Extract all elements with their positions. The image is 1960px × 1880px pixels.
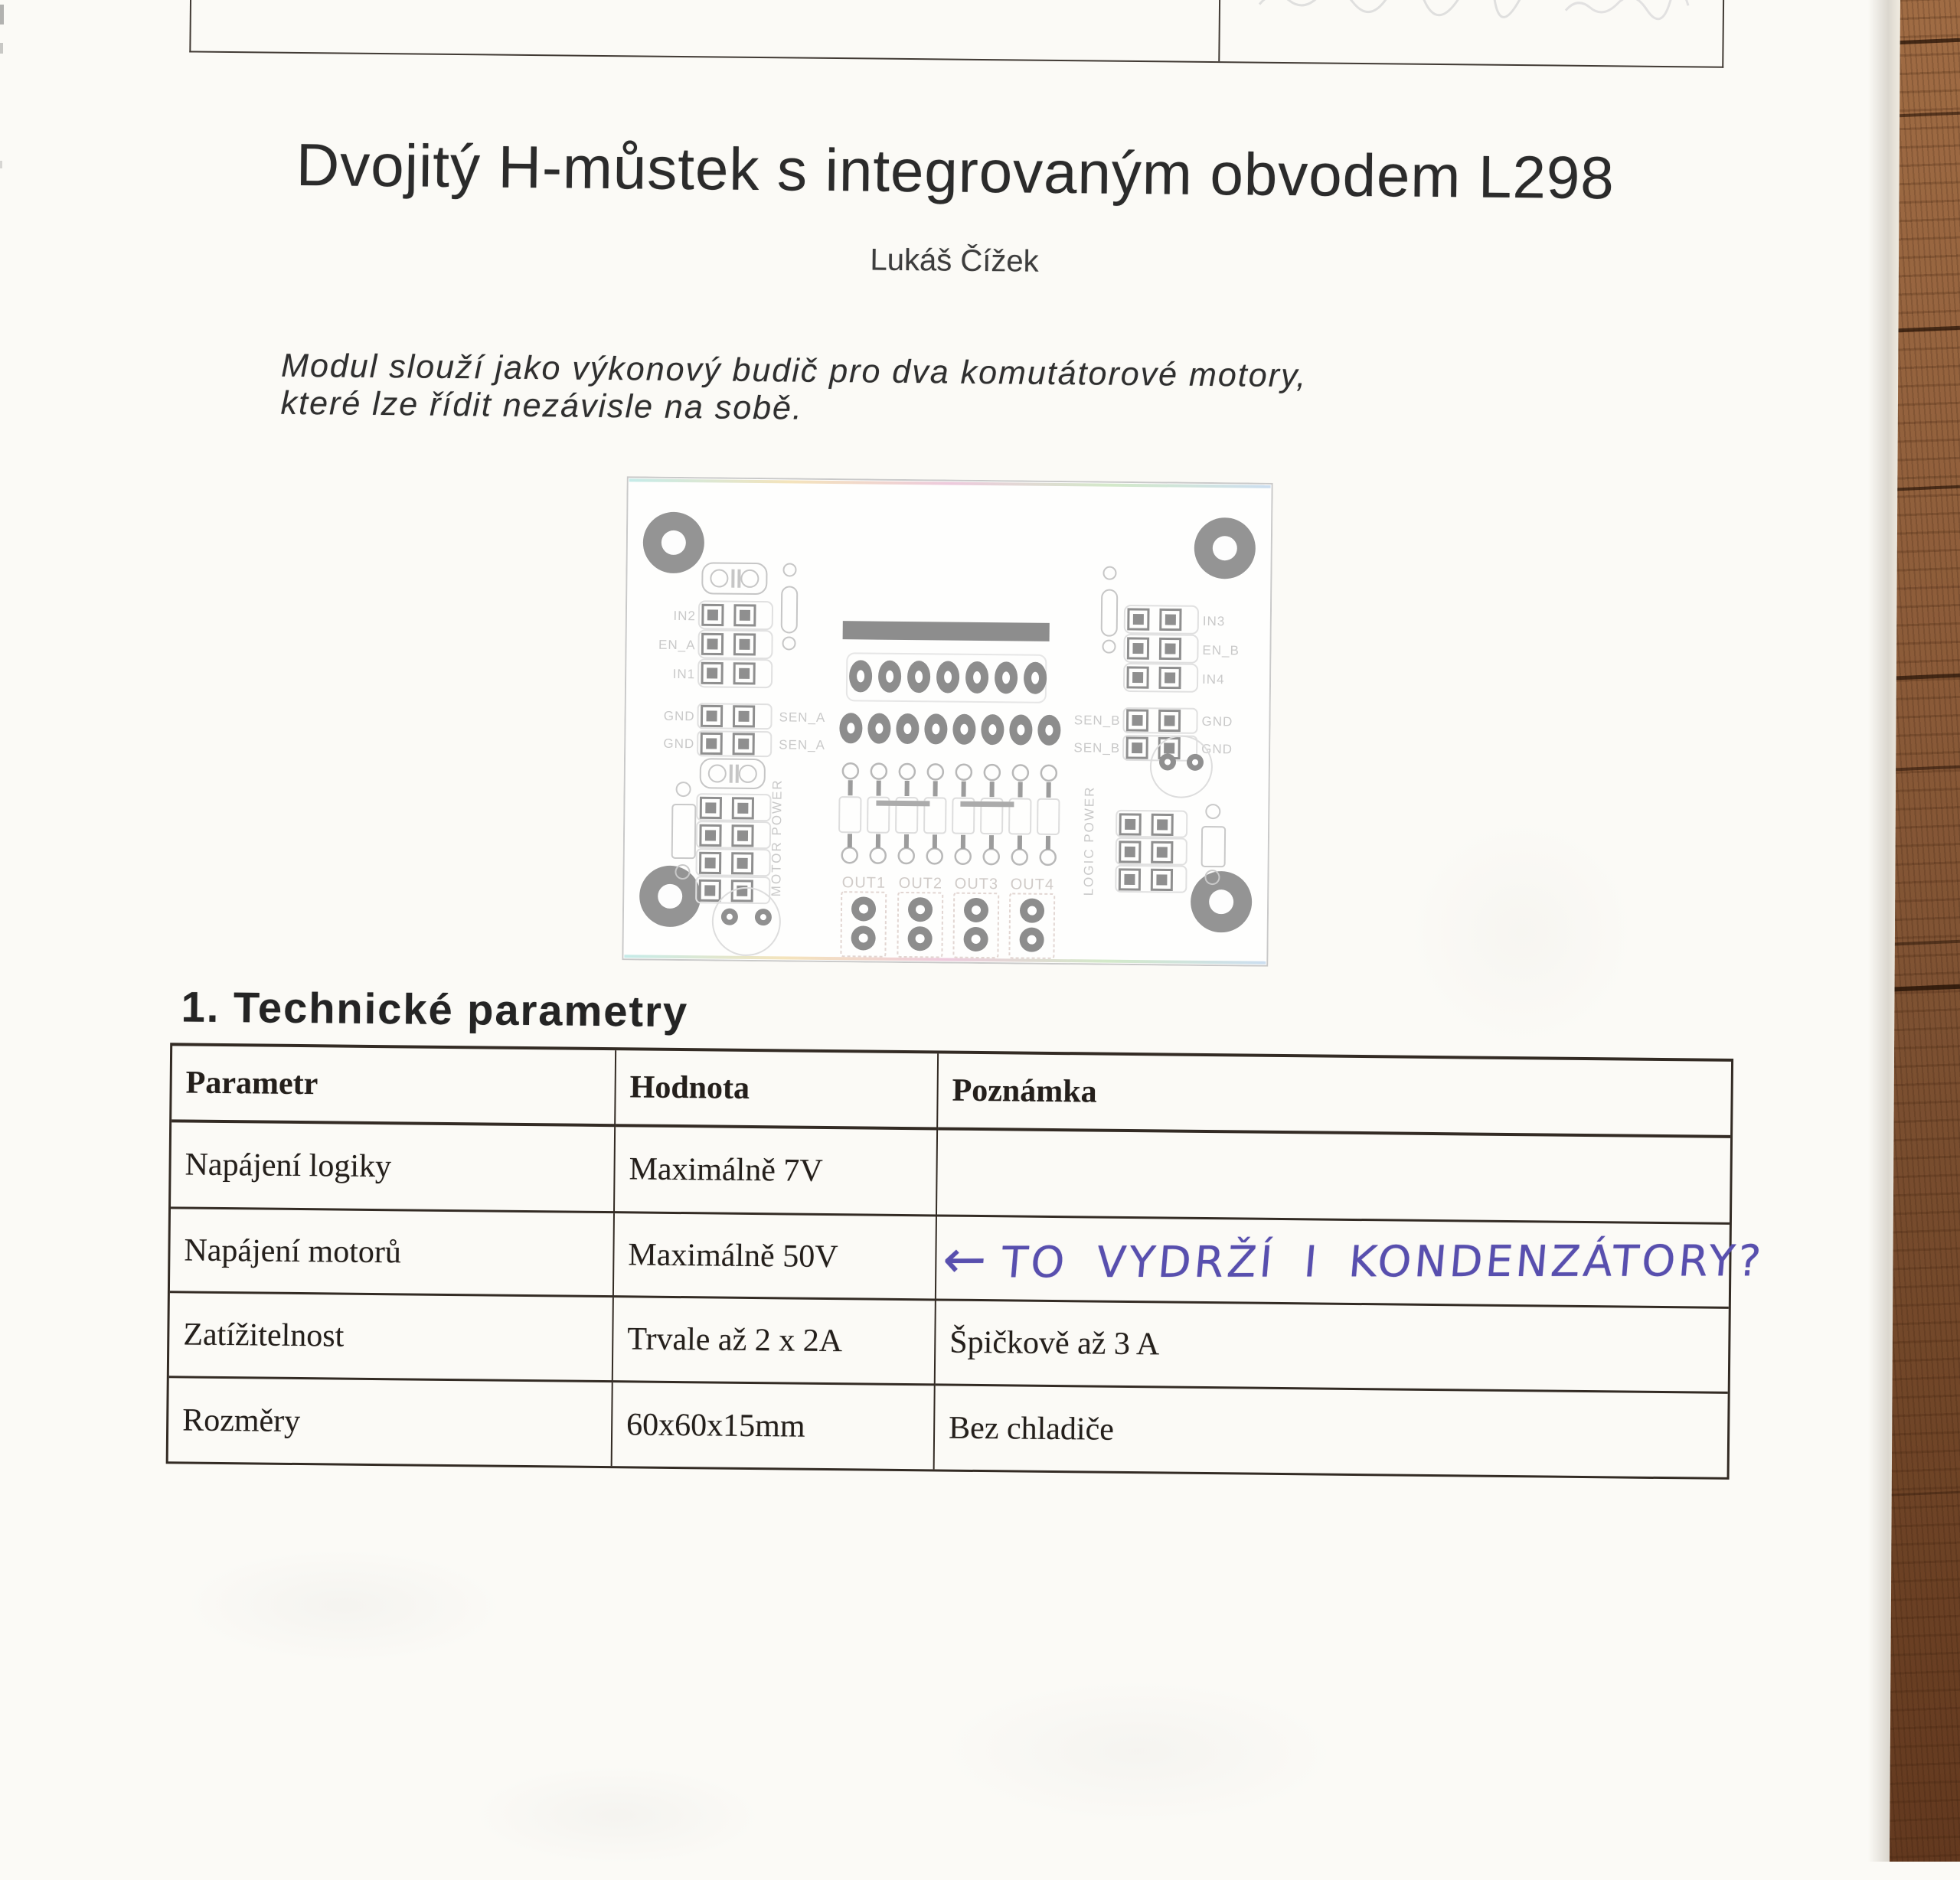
column-header-hodnota: Hodnota bbox=[616, 1050, 939, 1130]
scan-edge-speck bbox=[0, 43, 3, 54]
pcb-label-sen-a: SEN_A bbox=[779, 737, 826, 752]
author-name: Lukáš Čížek bbox=[870, 243, 1039, 279]
table-cell: Trvale až 2 x 2A bbox=[613, 1297, 936, 1386]
paper-smudge bbox=[1406, 817, 1638, 1049]
pcb-layout-figure bbox=[622, 476, 1272, 967]
pcb-label-in1: IN1 bbox=[672, 666, 696, 682]
scan-edge-speck bbox=[0, 5, 4, 24]
pcb-label-out2: OUT2 bbox=[898, 874, 943, 893]
pcb-label-gnd: GND bbox=[663, 736, 695, 752]
table-cell: Špičkově až 3 A bbox=[936, 1301, 1729, 1393]
paper-smudge bbox=[471, 1764, 763, 1866]
pcb-label-in4: IN4 bbox=[1201, 671, 1225, 687]
column-header-parametr: Parametr bbox=[172, 1046, 616, 1127]
pcb-label-logic-power: LOGIC POWER bbox=[1081, 785, 1097, 896]
scan-edge-speck bbox=[0, 161, 2, 168]
pcb-label-en-a: EN_A bbox=[658, 637, 696, 653]
pcb-label-sen-a: SEN_A bbox=[779, 710, 826, 725]
pcb-label-in2: IN2 bbox=[673, 608, 696, 624]
pcb-label-out4: OUT4 bbox=[1010, 876, 1055, 893]
pcb-label-out3: OUT3 bbox=[954, 875, 999, 893]
handwritten-annotation bbox=[940, 1228, 1766, 1290]
abstract-line-2: které lze řídit nezávisle na sobě. bbox=[280, 384, 804, 427]
pcb-label-sen-b: SEN_B bbox=[1073, 740, 1121, 756]
pcb-label-motor-power: MOTOR POWER bbox=[769, 778, 785, 897]
paper-smudge bbox=[939, 1677, 1338, 1826]
pcb-label-sen-b: SEN_B bbox=[1073, 713, 1121, 728]
pcb-label-gnd: GND bbox=[1201, 713, 1233, 729]
table-cell: Napájení logiky bbox=[171, 1122, 616, 1213]
handwritten-annotation-text: TO VYDRŽÍ I KONDENZÁTORY? bbox=[999, 1236, 1766, 1288]
table-cell: Maximálně 50V bbox=[614, 1213, 937, 1301]
section-heading: 1. Technické parametry bbox=[181, 982, 689, 1036]
handwritten-arrow-icon: ← bbox=[940, 1229, 989, 1291]
top-table-divider bbox=[1218, 0, 1220, 61]
abstract-paragraph bbox=[280, 348, 1307, 433]
pcb-label-in3: IN3 bbox=[1202, 613, 1226, 629]
table-cell: Napájení motorů bbox=[170, 1209, 615, 1297]
pcb-label-gnd: GND bbox=[663, 708, 695, 724]
document-title: Dvojitý H-můstek s integrovaným obvodem L298 bbox=[296, 130, 1615, 212]
pcb-label-gnd: GND bbox=[1201, 741, 1233, 757]
abstract-line-1: Modul slouží jako výkonový budič pro dva komutátorové motory, bbox=[280, 347, 1308, 395]
pcb-label-en-b: EN_B bbox=[1202, 642, 1240, 658]
table-cell: 60x60x15mm bbox=[612, 1382, 936, 1469]
table-cell: Zatížitelnost bbox=[169, 1293, 614, 1382]
table-cell bbox=[937, 1130, 1730, 1224]
table-cell: Maximálně 7V bbox=[615, 1127, 938, 1216]
top-partial-table bbox=[189, 0, 1724, 68]
column-header-poznamka: Poznámka bbox=[938, 1053, 1731, 1137]
wood-crack bbox=[1880, 1491, 1960, 1497]
pencil-scribble bbox=[1256, 0, 1532, 26]
table-cell: Rozměry bbox=[168, 1378, 613, 1466]
pencil-scribble bbox=[1562, 0, 1692, 31]
table-cell: Bez chladiče bbox=[948, 1410, 1115, 1448]
pcb-label-out1: OUT1 bbox=[841, 874, 887, 892]
paper-smudge bbox=[182, 1547, 505, 1665]
